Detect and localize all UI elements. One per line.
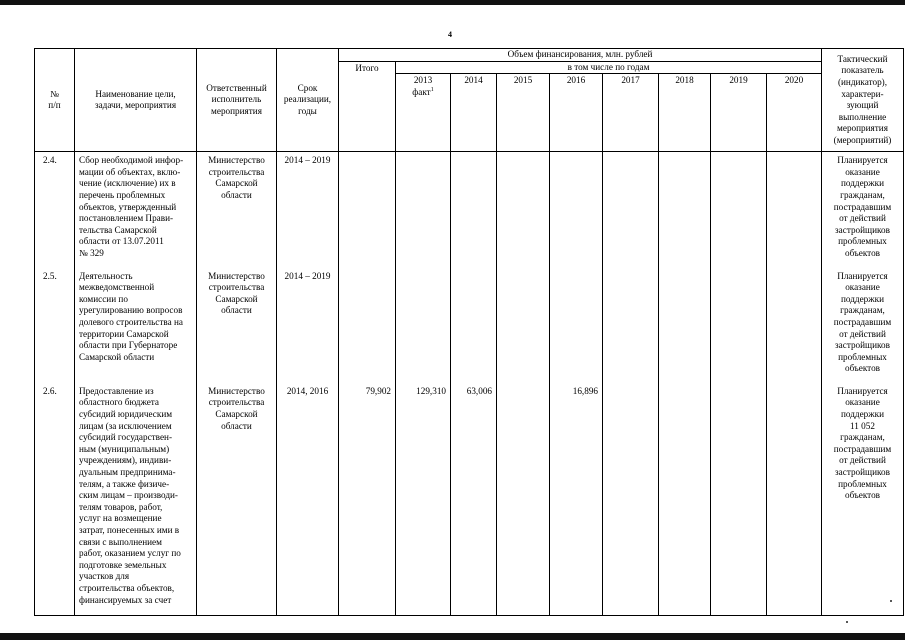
row-2019 <box>711 383 767 616</box>
header-year-2015: 2015 <box>497 74 550 152</box>
header-year-2013 <box>396 74 451 152</box>
row-2019 <box>711 152 767 268</box>
row-2015 <box>497 268 550 383</box>
row-2017 <box>603 152 659 268</box>
page-number: 4 <box>448 30 452 39</box>
table-row <box>35 152 904 268</box>
row-2014 <box>451 152 497 268</box>
header-funding: Объем финансирования, млн. рублей <box>339 49 822 62</box>
header-executor: Ответственный исполнитель мероприятия <box>197 49 277 152</box>
row-indicator: Планируется оказание поддержки гражданам, пострадавшим от действий застройщиков проблемных объектов <box>822 152 904 268</box>
row-total: 79,902 <box>339 383 396 616</box>
row-2014: 63,006 <box>451 383 497 616</box>
row-2015 <box>497 383 550 616</box>
row-executor: Министерство строительства Самарской области <box>197 152 277 268</box>
row-2013 <box>396 152 451 268</box>
row-2020 <box>767 383 822 616</box>
row-total <box>339 152 396 268</box>
row-2019 <box>711 268 767 383</box>
row-2017 <box>603 268 659 383</box>
row-executor: Министерство строительства Самарской области <box>197 268 277 383</box>
row-term: 2014, 2016 <box>277 383 339 616</box>
scan-speck <box>890 600 892 602</box>
table-row <box>35 383 904 616</box>
row-executor: Министерство строительства Самарской области <box>197 383 277 616</box>
row-num: 2.6. <box>35 383 75 616</box>
row-2013 <box>396 268 451 383</box>
year-2013-label: 2013 факт <box>412 75 433 97</box>
row-2016 <box>550 152 603 268</box>
header-term: Срок реализации, годы <box>277 49 339 152</box>
header-total: Итого <box>339 61 396 152</box>
header-by-years: в том числе по годам <box>396 61 822 74</box>
row-name: Сбор необходимой инфор- мации об объектах, вклю- чение (исключение) их в перечень проблемных объектов, утвержденный постановлением Прави- тельства Самарской области от 13.07.2011 № 329 <box>75 152 197 268</box>
row-2018 <box>659 383 711 616</box>
scan-speck <box>846 621 848 623</box>
header-year-2018: 2018 <box>659 74 711 152</box>
header-row-1 <box>35 49 904 62</box>
header-year-2020: 2020 <box>767 74 822 152</box>
row-2020 <box>767 152 822 268</box>
row-indicator: Планируется оказание поддержки гражданам, пострадавшим от действий застройщиков проблемных объектов <box>822 268 904 383</box>
row-name: Предоставление из областного бюджета субсидий юридическим лицам (за исключением субсидий государствен- ным (муниципальным) учреждениям), индиви- дуальным предпринима- телям, а также физиче- ским лицам – производи- телям товаров, работ, услуг на возмещение затрат, понесенных ими в связи с выполнением работ, оказанием услуг по подготовке земельных участков для строительства объектов, финансируемых за счет <box>75 383 197 616</box>
row-total <box>339 268 396 383</box>
row-name: Деятельность межведомственной комиссии по урегулированию вопросов долевого строительства на территории Самарской области при Губернаторе Самарской области <box>75 268 197 383</box>
row-2018 <box>659 152 711 268</box>
header-year-2016: 2016 <box>550 74 603 152</box>
row-indicator: Планируется оказание поддержки 11 052 гражданам, пострадавшим от действий застройщиков проблемных объектов <box>822 383 904 616</box>
table-row <box>35 268 904 383</box>
header-indicator: Тактический показатель (индикатор), характери- зующий выполнение мероприятия (мероприятий) <box>822 49 904 152</box>
row-term: 2014 – 2019 <box>277 268 339 383</box>
row-2017 <box>603 383 659 616</box>
scan-top-border <box>0 0 905 5</box>
row-num: 2.4. <box>35 152 75 268</box>
row-2013: 129,310 <box>396 383 451 616</box>
header-year-2019: 2019 <box>711 74 767 152</box>
row-2018 <box>659 268 711 383</box>
row-term: 2014 – 2019 <box>277 152 339 268</box>
header-year-2014: 2014 <box>451 74 497 152</box>
row-2016: 16,896 <box>550 383 603 616</box>
header-name: Наименование цели, задачи, мероприятия <box>75 49 197 152</box>
row-num: 2.5. <box>35 268 75 383</box>
footnote-mark: 1 <box>430 86 434 93</box>
row-2020 <box>767 268 822 383</box>
row-2015 <box>497 152 550 268</box>
row-2016 <box>550 268 603 383</box>
scan-bottom-border <box>0 633 905 640</box>
row-2014 <box>451 268 497 383</box>
program-activities-table <box>34 48 904 616</box>
header-num: № п/п <box>35 49 75 152</box>
header-year-2017: 2017 <box>603 74 659 152</box>
